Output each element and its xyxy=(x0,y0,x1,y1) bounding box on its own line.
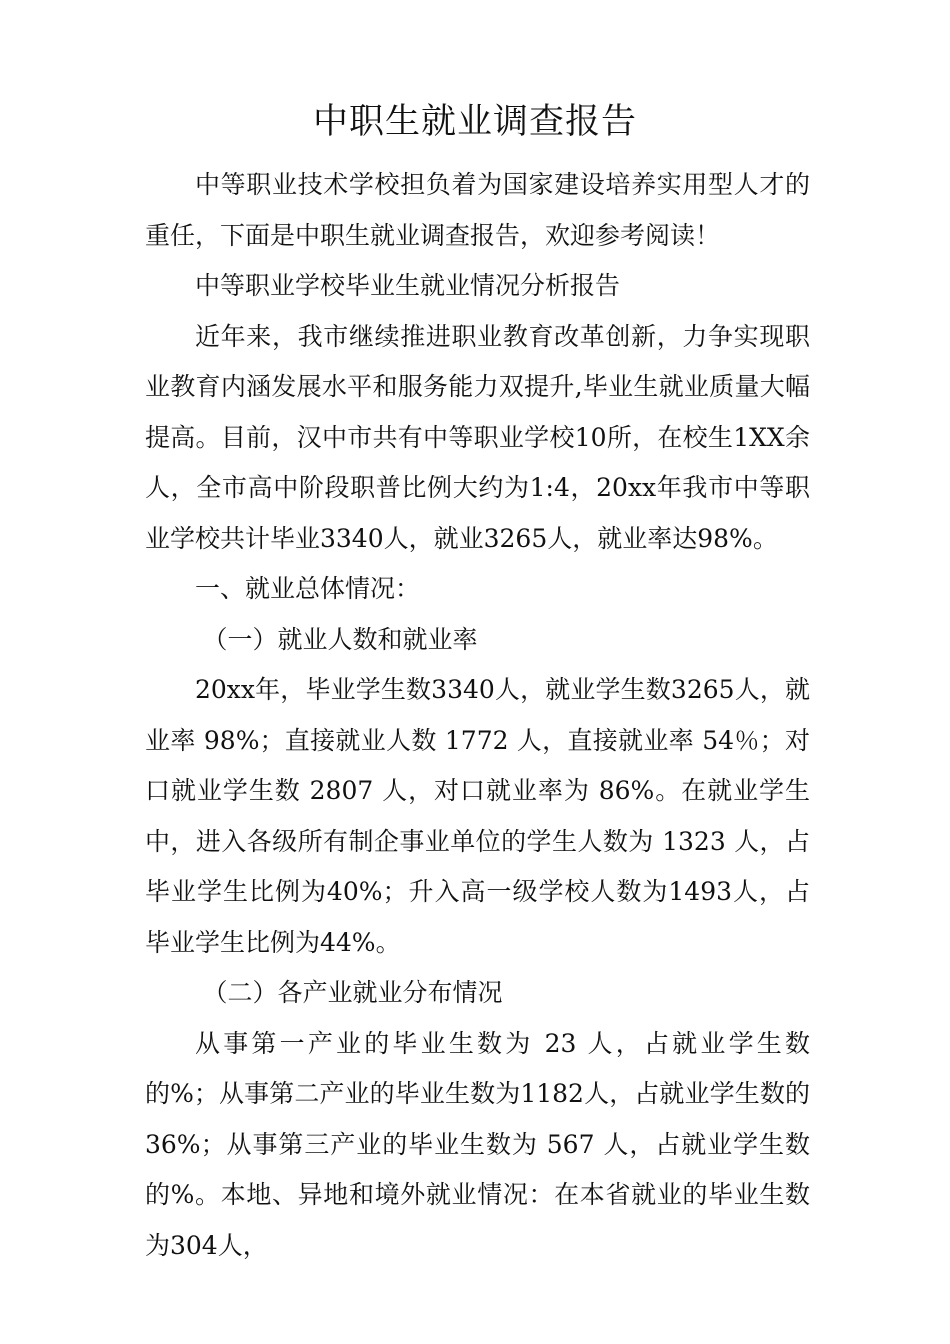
subsection-heading-2: （二）各产业就业分布情况 xyxy=(202,978,503,1007)
employment-rate-paragraph: 20xx年，毕业学生数3340人，就业学生数3265人，就业率 98%；直接就业人数 1772 人，直接就业率 54％；对口就业学生数 2807 人，对口就业率为 86%。在就业学生中，进入各级所有制企事业单位的学生人数为 1323 人，占毕业学生比例为40%；升入高一级学校人数为1493人，占毕业学生比例为44%。 xyxy=(145,675,810,957)
section-heading-1: 一、就业总体情况： xyxy=(195,574,421,603)
subsection-heading-1: （一）就业人数和就业率 xyxy=(202,624,478,654)
intro-paragraph: 中等职业技术学校担负着为国家建设培养实用型人才的重任，下面是中职生就业调查报告，欢迎参考阅读！ xyxy=(145,170,810,250)
document-title: 中职生就业调查报告 xyxy=(312,102,637,142)
document-body xyxy=(145,160,810,1271)
overview-paragraph: 近年来，我市继续推进职业教育改革创新，力争实现职业教育内涵发展水平和服务能力双提升,毕业生就业质量大幅提高。目前，汉中市共有中等职业学校10所，在校生1XX余人，全市高中阶段职普比例大约为1:4，20xx年我市中等职业学校共计毕业3340人，就业3265人，就业率达98%。 xyxy=(145,321,810,553)
report-subtitle: 中等职业学校毕业生就业情况分析报告 xyxy=(195,271,621,300)
industry-distribution-paragraph: 从事第一产业的毕业生数为 23 人，占就业学生数的%；从事第二产业的毕业生数为1182人，占就业学生数的36%；从事第三产业的毕业生数为 567 人，占就业学生数的%。本地、异地和境外就业情况：在本省就业的毕业生数为304人， xyxy=(145,1028,810,1260)
